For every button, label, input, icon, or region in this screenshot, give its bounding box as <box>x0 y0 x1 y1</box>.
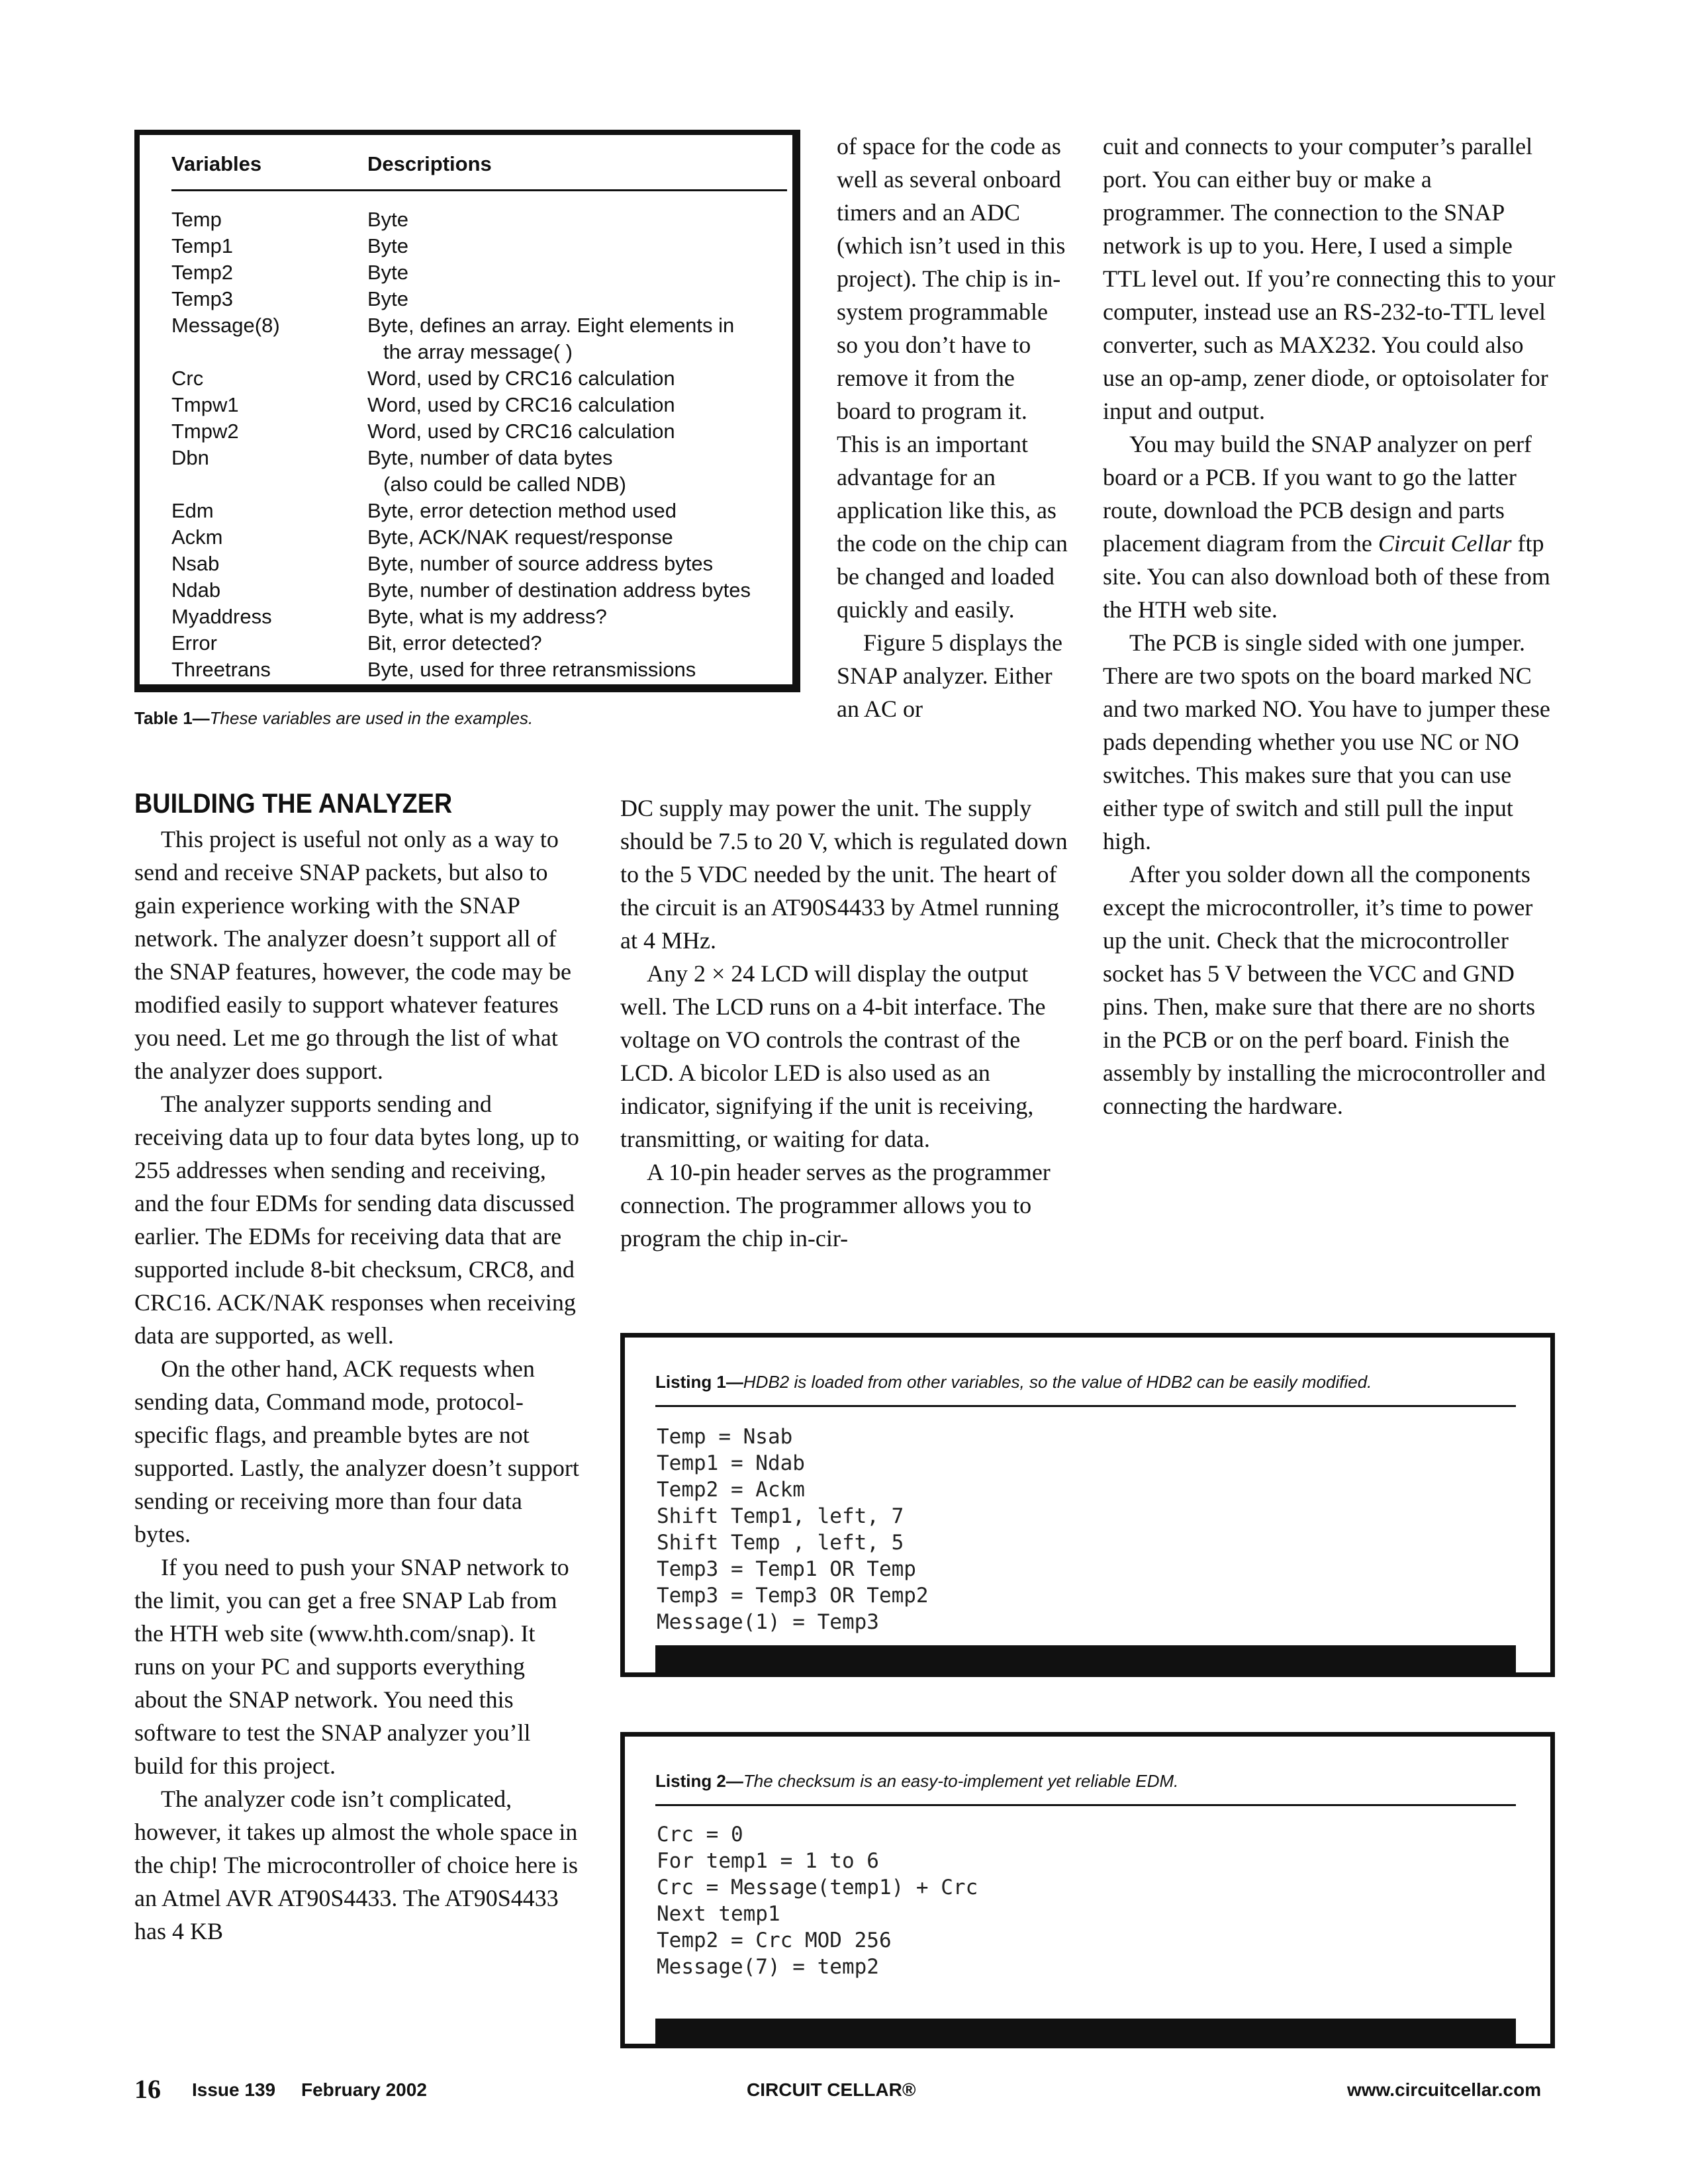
listing-1 <box>620 1333 1555 1677</box>
issue-label: Issue 139 <box>192 2079 276 2100</box>
website-url: www.circuitcellar.com <box>1347 2079 1542 2100</box>
table-header-variables: Variables <box>171 152 262 175</box>
table-row <box>171 551 794 577</box>
col2-wide-paragraph-3: A 10-pin header serves as the programmer connection. The programmer allows you to program the chip in-cir- <box>620 1159 1051 1251</box>
variable-description: Byte, error detection method used <box>367 499 677 522</box>
column-3 <box>1103 130 1557 1122</box>
listing-2-rule <box>655 1804 1516 1806</box>
variable-description: Word, used by CRC16 calculation <box>367 393 675 416</box>
table-row <box>171 312 794 365</box>
table-row <box>171 259 794 286</box>
listing-2-bottom-bar <box>655 2019 1516 2048</box>
table-row <box>171 286 794 312</box>
col1-paragraph-4: If you need to push your SNAP network to the limit, you can get a free SNAP Lab from the HTH web site (www.hth.com/snap). It runs on your PC and supports everything about the SNAP network. You need this software to test the SNAP analyzer you’ll build for this project. <box>134 1554 569 1779</box>
listing-1-bottom-bar <box>655 1645 1516 1677</box>
variable-name: Tmpw2 <box>171 420 239 443</box>
table-caption <box>134 708 533 729</box>
table-row <box>171 604 794 630</box>
variables-table <box>134 130 800 692</box>
table-row <box>171 445 794 498</box>
page-number: 16 <box>134 2074 161 2104</box>
table-row <box>171 233 794 259</box>
magazine-name: CIRCUIT CELLAR® <box>747 2079 916 2100</box>
column-2-wide <box>620 792 1070 1255</box>
variable-description: Byte, used for three retransmissions <box>367 658 696 681</box>
col1-paragraph-1: This project is useful not only as a way to send and receive SNAP packets, but also to gain experience working with the SNAP network. The analyzer doesn’t support all of the SNAP features, however, the code may be modified easily to support whatever features you need. Let me go through the list of what the analyzer does support. <box>134 826 572 1084</box>
table-row <box>171 392 794 418</box>
variable-description: Byte, what is my address? <box>367 605 607 628</box>
variable-description: Byte, number of source address bytes <box>367 552 714 575</box>
table-row <box>171 418 794 445</box>
variable-description: Word, used by CRC16 calculation <box>367 367 675 390</box>
variable-name: Error <box>171 631 217 655</box>
issue-date: February 2002 <box>301 2079 427 2100</box>
table-row <box>171 524 794 551</box>
variable-name: Ndab <box>171 578 221 602</box>
col3-paragraph-2 <box>1103 428 1557 626</box>
variable-name: Nsab <box>171 552 220 575</box>
col3-paragraph-2-text: You may build the SNAP analyzer on perf board or a PCB. If you want to go the latter route, download the PCB design and parts placement diagram from the Circuit Cellar ftp site. You can also download both of these from the HTH web site. <box>1103 431 1550 623</box>
listing-2-code: Crc = 0 For temp1 = 1 to 6 Crc = Message(temp1) + Crc Next temp1 Temp2 = Crc MOD 256 Message(7) = temp2 <box>657 1823 978 1979</box>
table-row <box>171 657 794 683</box>
listing-1-caption <box>655 1372 1516 1392</box>
listing-2-label: Listing 2— <box>655 1771 743 1791</box>
table-row <box>171 206 794 233</box>
table-row <box>171 498 794 524</box>
variable-description: Byte <box>367 234 409 257</box>
variable-name: Temp1 <box>171 234 234 257</box>
variable-name: Temp2 <box>171 261 234 284</box>
listing-2-caption-text: The checksum is an easy-to-implement yet reliable EDM. <box>743 1771 1179 1791</box>
variable-name: Edm <box>171 499 214 522</box>
listing-1-caption-text: HDB2 is loaded from other variables, so the value of HDB2 can be easily modified. <box>743 1372 1372 1392</box>
variable-name: Ackm <box>171 525 223 549</box>
variable-name: Threetrans <box>171 658 271 681</box>
col1-paragraph-5: The analyzer code isn’t complicated, however, it takes up almost the whole space in the chip! The microcontroller of choice here is an Atmel AVR AT90S4433. The AT90S4433 has 4 KB <box>134 1786 579 1944</box>
column-1 <box>134 823 582 1948</box>
table-caption-text: These variables are used in the examples. <box>209 708 534 728</box>
listing-2 <box>620 1732 1555 2048</box>
listing-1-rule <box>655 1405 1516 1407</box>
variable-description: Byte, number of destination address bytes <box>367 578 751 602</box>
variable-name: Tmpw1 <box>171 393 239 416</box>
section-heading: BUILDING THE ANALYZER <box>134 788 453 819</box>
variable-description: Byte, ACK/NAK request/response <box>367 525 673 549</box>
variable-description-continued: (also could be called NDB) <box>383 473 627 496</box>
table-caption-label: Table 1— <box>134 708 210 728</box>
col2-narrow-paragraph: of space for the code as well as several onboard timers and an ADC (which isn’t used in this project). The chip is in-system programmable so you don’t have to remove it from the board to program it. This is an important advantage for an application like this, as the code on the chip can be changed and loaded quickly and easily. <box>837 133 1068 623</box>
col2-narrow-paragraph-2: Figure 5 displays the SNAP analyzer. Either an AC or <box>837 629 1062 722</box>
variable-name: Temp <box>171 208 222 231</box>
variable-description-continued: the array message( ) <box>383 340 573 363</box>
col3-paragraph-4: After you solder down all the components except the microcontroller, it’s time to power up the unit. Check that the microcontroller socket has 5 V between the VCC and GND pins. Then, make sure that there are no shorts in the PCB or on the perf board. Finish the assembly by installing the microcontroller and connecting the hardware. <box>1103 861 1546 1119</box>
col1-paragraph-2: The analyzer supports sending and receiving data up to four data bytes long, up to 255 addresses when sending and receiving, and the four EDMs for sending data discussed earlier. The EDMs for receiving data that are supported include 8-bit checksum, CRC8, and CRC16. ACK/NAK responses when receiving data are supported, as well. <box>134 1091 579 1349</box>
table-rows <box>171 206 794 683</box>
variable-name: Message(8) <box>171 314 280 337</box>
listing-1-label: Listing 1— <box>655 1372 743 1392</box>
table-row <box>171 365 794 392</box>
col2-wide-paragraph-1: DC supply may power the unit. The supply should be 7.5 to 20 V, which is regulated down to the 5 VDC needed by the unit. The heart of the circuit is an AT90S4433 by Atmel running at 4 MHz. <box>620 795 1068 954</box>
listing-2-caption <box>655 1771 1516 1792</box>
table-row <box>171 630 794 657</box>
col1-paragraph-3: On the other hand, ACK requests when sending data, Command mode, protocol-specific flags, and preamble bytes are not supported. Lastly, the analyzer doesn’t support sending or receiving more than four data bytes. <box>134 1355 579 1547</box>
variable-name: Myaddress <box>171 605 272 628</box>
variable-name: Temp3 <box>171 287 234 310</box>
col2-wide-paragraph-2: Any 2 × 24 LCD will display the output well. The LCD runs on a 4-bit interface. The voltage on VO controls the contrast of the LCD. A bicolor LED is also used as an indicator, signifying if the unit is receiving, transmitting, or waiting for data. <box>620 960 1046 1152</box>
variable-name: Dbn <box>171 446 209 469</box>
col3-paragraph-1: cuit and connects to your computer’s parallel port. You can either buy or make a programmer. The connection to the SNAP network is up to you. Here, I used a simple TTL level out. If you’re connecting this to your computer, instead use an RS-232-to-TTL level converter, such as MAX232. You could also use an op-amp, zener diode, or optoisolater for input and output. <box>1103 133 1556 424</box>
variable-description: Byte, number of data bytes <box>367 446 613 469</box>
variable-description: Word, used by CRC16 calculation <box>367 420 675 443</box>
variable-description: Byte <box>367 261 409 284</box>
table-row <box>171 577 794 604</box>
variable-name: Crc <box>171 367 204 390</box>
table-header-rule <box>171 189 787 191</box>
variable-description: Byte <box>367 287 409 310</box>
table-header-descriptions: Descriptions <box>367 152 492 175</box>
listing-1-code: Temp = Nsab Temp1 = Ndab Temp2 = Ackm Shift Temp1, left, 7 Shift Temp , left, 5 Temp3 = Temp1 OR Temp Temp3 = Temp3 OR Temp2 Message(1) = Temp3 <box>657 1425 929 1634</box>
column-2-narrow <box>837 130 1068 725</box>
variable-description: Byte, defines an array. Eight elements in <box>367 314 735 337</box>
variable-description: Bit, error detected? <box>367 631 542 655</box>
variable-description: Byte <box>367 208 409 231</box>
col3-paragraph-3: The PCB is single sided with one jumper. There are two spots on the board marked NC and two marked NO. You have to jumper these pads depending whether you use NC or NO switches. This makes sure that you can use either type of switch and still pull the input high. <box>1103 629 1550 854</box>
